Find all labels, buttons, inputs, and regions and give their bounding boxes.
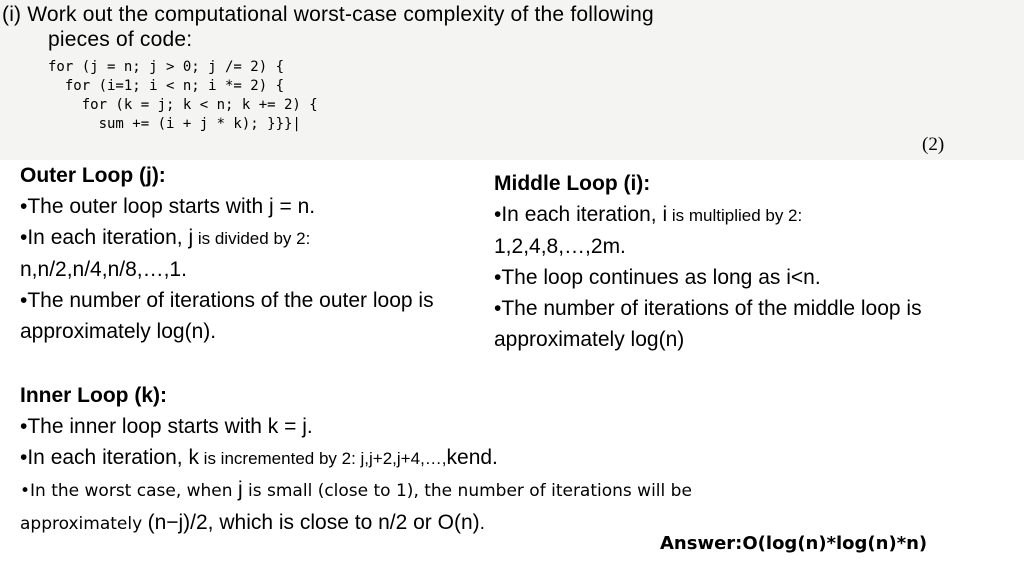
- outer-bullet-count: •The number of iterations of the outer loop is approximately log(n).: [20, 289, 434, 343]
- middle-bullet-condition: •The loop continues as long as i<n.: [494, 266, 821, 289]
- inner-bullet-iteration: [20, 442, 880, 474]
- inner-worst-case-prefix: •In the worst case, when: [20, 481, 238, 501]
- inner-worst-case-suffix: is small (close to 1), the number of iterations will be: [242, 481, 692, 501]
- inner-bullet-iteration-main: •In each iteration, k: [20, 446, 199, 469]
- code-line: sum += (i + j * k); }}}|: [48, 116, 301, 132]
- inner-bullet-iteration-small: is incremented by 2: j,j+2,j+4,…,: [198, 449, 447, 468]
- inner-loop-section: [20, 380, 880, 540]
- code-snippet: [48, 58, 318, 134]
- inner-approx-prefix: approximately: [20, 514, 148, 534]
- middle-bullet-iteration-main: •In each iteration, i: [494, 203, 668, 226]
- code-line: for (j = n; j > 0; j /= 2) {: [48, 59, 285, 75]
- outer-bullet-iteration-main: •In each iteration, j: [20, 226, 194, 249]
- answer-text: Answer:O(log(n)*log(n)*n): [660, 533, 928, 554]
- question-line-2: pieces of code:: [48, 28, 193, 51]
- question-text: [2, 2, 654, 52]
- marks-label: (2): [922, 134, 945, 155]
- inner-worst-case-var: j: [237, 478, 243, 501]
- inner-approx-end: .: [479, 514, 486, 534]
- code-line: for (i=1; i < n; i *= 2) {: [48, 78, 285, 94]
- outer-loop-heading: Outer Loop (j):: [20, 164, 166, 187]
- middle-bullet-count: •The number of iterations of the middle loop is approximately log(n): [494, 297, 922, 351]
- outer-loop-section: [20, 160, 460, 347]
- inner-bullet-iteration-end: kend.: [446, 446, 498, 469]
- outer-bullet-start: •The outer loop starts with j = n.: [20, 195, 316, 218]
- middle-loop-section: [494, 168, 1024, 355]
- inner-bullet-start: •The inner loop starts with k = j.: [20, 415, 313, 438]
- inner-bullet-worst-case: [20, 474, 880, 507]
- inner-loop-heading: Inner Loop (k):: [20, 384, 167, 407]
- code-line: for (k = j; k < n; k += 2) {: [48, 97, 318, 113]
- middle-sequence: 1,2,4,8,…,2m.: [494, 235, 626, 258]
- middle-bullet-iteration: [494, 199, 1024, 231]
- question-line-1: (i) Work out the computational worst-case complexity of the following: [2, 3, 654, 26]
- inner-approx-formula: (n−j)/2, which is close to n/2 or O(n): [147, 511, 480, 534]
- middle-bullet-iteration-small: is multiplied by 2:: [667, 206, 803, 225]
- outer-bullet-iteration: [20, 222, 460, 254]
- outer-bullet-iteration-small: is divided by 2:: [193, 229, 311, 248]
- middle-loop-heading: Middle Loop (i):: [494, 172, 651, 195]
- outer-sequence: n,n/2,n/4,n/8,…,1.: [20, 258, 187, 281]
